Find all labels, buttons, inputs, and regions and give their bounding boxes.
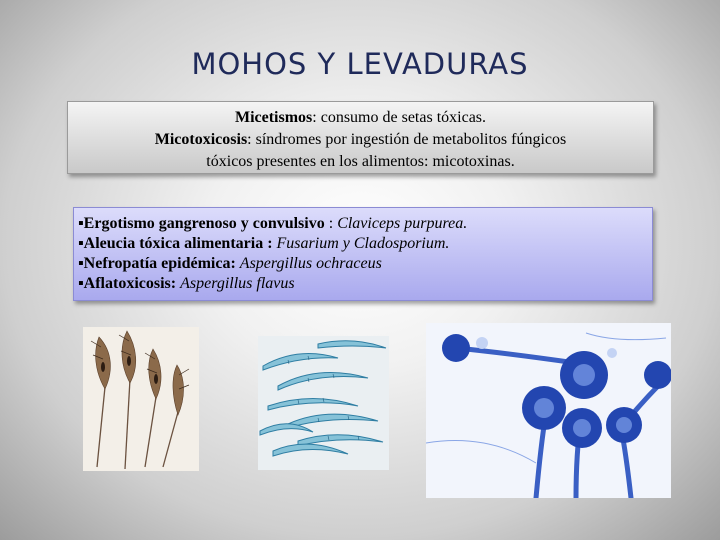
disease-name: Nefropatía epidémica: xyxy=(83,255,236,272)
fusarium-spores-micrograph xyxy=(258,336,389,470)
definition-micotoxicosis-text: : síndromes por ingestión de metabolitos fúngicos xyxy=(247,131,567,148)
definition-micetismos xyxy=(68,107,653,129)
diseases-list xyxy=(73,207,653,301)
disease-agent: Aspergillus ochraceus xyxy=(239,255,382,272)
disease-name: Ergotismo gangrenoso y convulsivo xyxy=(83,215,325,232)
definitions-box xyxy=(67,101,654,174)
bullet-icon: ▪ xyxy=(78,215,84,232)
slide-title: MOHOS Y LEVADURAS xyxy=(191,47,529,81)
definition-micetismos-text: : consumo de setas tóxicas. xyxy=(312,109,487,126)
list-item xyxy=(78,254,652,274)
ergot-wheat-icon xyxy=(83,327,199,471)
disease-name: Aleucia tóxica alimentaria : xyxy=(83,235,273,252)
disease-agent: Fusarium y Cladosporium. xyxy=(276,235,450,252)
aspergillus-icon xyxy=(426,323,671,498)
term-micotoxicosis: Micotoxicosis xyxy=(154,131,248,148)
bullet-icon: ▪ xyxy=(78,275,84,292)
ergot-wheat-ears-photo xyxy=(83,327,199,471)
separator: : xyxy=(324,215,338,232)
disease-agent: Claviceps purpurea. xyxy=(337,215,468,232)
list-item xyxy=(78,234,652,254)
bullet-icon: ▪ xyxy=(78,235,84,252)
disease-agent: Aspergillus flavus xyxy=(180,275,295,292)
definition-micotoxicosis xyxy=(68,129,653,151)
list-item xyxy=(78,274,652,294)
term-micetismos: Micetismos xyxy=(234,109,313,126)
definition-micotoxicosis-cont: tóxicos presentes en los alimentos: micotoxinas. xyxy=(206,153,515,170)
disease-name: Aflatoxicosis: xyxy=(83,275,177,292)
list-item xyxy=(78,214,652,234)
fusarium-icon xyxy=(258,336,389,470)
bullet-icon: ▪ xyxy=(78,255,84,272)
aspergillus-conidiophores-micrograph xyxy=(426,323,671,498)
